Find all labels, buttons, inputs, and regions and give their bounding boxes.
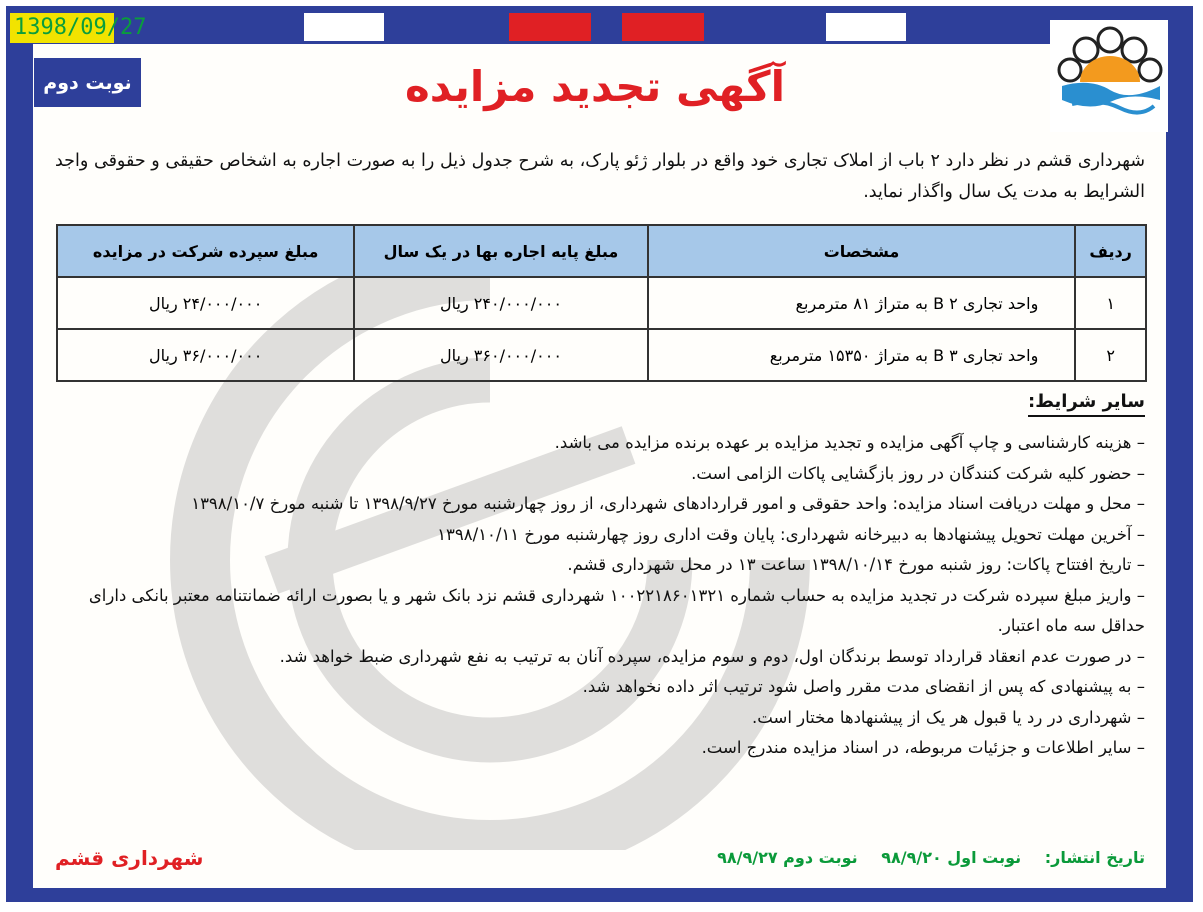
condition-item: – سایر اطلاعات و جزئیات مربوطه، در اسناد مزایده مندرج است. [701, 738, 1145, 757]
intro-paragraph: شهرداری قشم در نظر دارد ۲ باب از املاک تجاری خود واقع در بلوار ژئو پارک، به شرح جدول ذیل را به صورت اجاره به اشخاص حقیقی و حقوقی واجد الشرایط به مدت یک سال واگذار نماید. [55, 151, 1146, 202]
cell-base-rent: ۳۶۰/۰۰۰/۰۰۰ ریال [354, 329, 647, 381]
publish-label: تاریخ انتشار: [1044, 848, 1145, 867]
table-row [57, 329, 1146, 381]
cell-row-number: ۲ [1075, 329, 1146, 381]
column-header-deposit: مبلغ سپرده شرکت در مزایده [57, 225, 354, 277]
column-header-row-number: ردیف [1075, 225, 1146, 277]
column-header-specs: مشخصات [648, 225, 1076, 277]
cell-specs: واحد تجاری ۲ B به متراژ ۸۱ مترمربع [648, 277, 1076, 329]
cell-base-rent: ۲۴۰/۰۰۰/۰۰۰ ریال [354, 277, 647, 329]
round-badge: نوبت دوم [34, 58, 141, 107]
condition-item: – آخرین مهلت تحویل پیشنهادها به دبیرخانه شهرداری: پایان وقت اداری روز چهارشنبه مورخ ۱۳۹۸/۱۰/۱۱ [437, 524, 1145, 544]
conditions-heading: سایر شرایط: [1028, 391, 1145, 417]
top-bar-white-block [826, 13, 906, 41]
signature: شهرداری قشم [55, 846, 204, 870]
condition-item: – هزینه کارشناسی و چاپ آگهی مزایده و تجدید مزایده بر عهده برنده مزایده می باشد. [554, 433, 1145, 452]
publish-dates [699, 848, 1145, 867]
top-bar-white-block [304, 13, 384, 41]
first-round-date: نوبت اول ۹۸/۹/۲۰ [881, 848, 1022, 867]
cell-row-number: ۱ [1075, 277, 1146, 329]
condition-item: – تاریخ افتتاح پاکات: روز شنبه مورخ ۱۳۹۸/۱۰/۱۴ ساعت ۱۳ در محل شهرداری قشم. [567, 555, 1145, 574]
condition-item: – به پیشنهادی که پس از انقضای مدت مقرر واصل شود ترتیب اثر داده نخواهد شد. [582, 677, 1145, 696]
top-bar-red-block [622, 13, 704, 41]
cell-specs: واحد تجاری ۳ B به متراژ ۱۵۳۵۰ مترمربع [648, 329, 1076, 381]
date-stamp: 1398/09/27 [10, 13, 114, 43]
table-header-row [57, 225, 1146, 277]
condition-item: – محل و مهلت دریافت اسناد مزایده: واحد حقوقی و امور قراردادهای شهرداری، از روز چهارشنبه مورخ ۱۳۹۸/۹/۲۷ تا شنبه مورخ ۱۳۹۸/۱۰/۷ [191, 494, 1145, 513]
cell-deposit: ۳۶/۰۰۰/۰۰۰ ریال [57, 329, 354, 381]
cell-deposit: ۲۴/۰۰۰/۰۰۰ ریال [57, 277, 354, 329]
qeshm-logo-icon [1050, 20, 1168, 132]
condition-item: – حضور کلیه شرکت کنندگان در روز بازگشایی پاکات الزامی است. [691, 463, 1145, 483]
top-bar-red-block [509, 13, 591, 41]
second-round-date: نوبت دوم ۹۸/۹/۲۷ [717, 848, 858, 867]
condition-item: – شهرداری در رد یا قبول هر یک از پیشنهادها مختار است. [752, 707, 1145, 727]
condition-item: – واریز مبلغ سپرده شرکت در تجدید مزایده به حساب شماره ۱۰۰۲۲۱۸۶۰۱۳۲۱ شهرداری قشم نزد بانک شهر و یا بصورت ارائه ضمانتنامه معتبر بانکی دارای حداقل سه ماه اعتبار. [88, 585, 1145, 635]
auction-table [56, 224, 1147, 382]
condition-item: – در صورت عدم انعقاد قرارداد توسط برندگان اول، دوم و سوم مزایده، سپرده آنان به ترتیب به نفع شهرداری ضبط خواهد شد. [279, 646, 1145, 666]
conditions-list [55, 428, 1145, 764]
table-row [57, 277, 1146, 329]
column-header-base-rent: مبلغ پایه اجاره بها در یک سال [354, 225, 647, 277]
page-title: آگهی تجدید مزایده [405, 62, 785, 111]
